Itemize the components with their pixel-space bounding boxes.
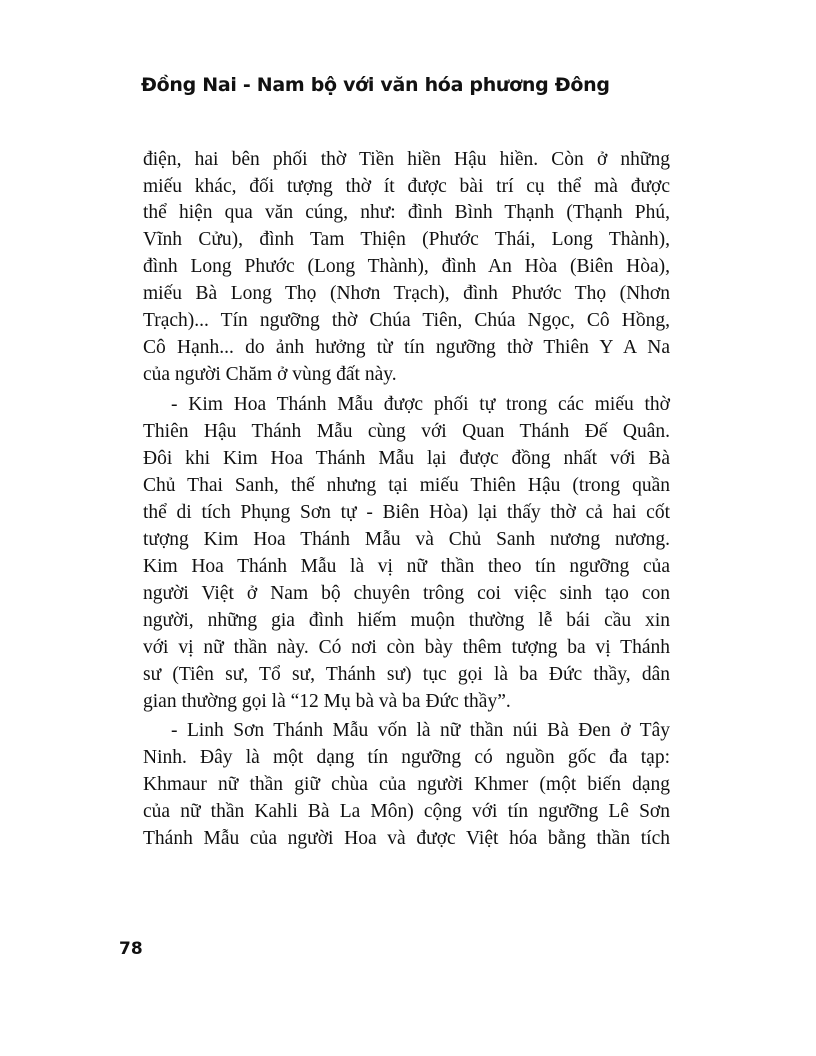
text-line: Cô Hạnh... do ảnh hưởng từ tín ngưỡng thờ Thiên Y A Na [143,337,670,358]
text-line: gian thường gọi là “12 Mụ bà và ba Đức thầy”. [143,691,511,712]
text-line: Chủ Thai Sanh, thế nhưng tại miếu Thiên Hậu (trong quần [143,475,670,496]
text-line: của người Chăm ở vùng đất này. [143,364,397,385]
text-line: Ninh. Đây là một dạng tín ngưỡng có nguồn gốc đa tạp: [143,747,670,768]
text-line: thể di tích Phụng Sơn tự - Biên Hòa) lại thấy thờ cả hai cốt [143,502,670,523]
page-number: 78 [119,939,143,959]
text-line: của nữ thần Kahli Bà La Môn) cộng với tín ngưỡng Lê Sơn [143,801,670,822]
text-line: Kim Hoa Thánh Mẫu là vị nữ thần theo tín ngưỡng của [143,556,670,577]
text-line: Thánh Mẫu của người Hoa và được Việt hóa bằng thần tích [143,828,670,849]
text-line: - Kim Hoa Thánh Mẫu được phối tự trong các miếu thờ [171,394,670,415]
text-line: Đôi khi Kim Hoa Thánh Mẫu lại được đồng nhất với Bà [143,448,670,469]
text-line: Vĩnh Cửu), đình Tam Thiện (Phước Thái, Long Thành), [143,229,670,250]
text-line: - Linh Sơn Thánh Mẫu vốn là nữ thần núi Bà Đen ở Tây [171,720,670,741]
text-line: người Việt ở Nam bộ chuyên trông coi việc sinh tạo con [143,583,670,604]
text-line: Khmaur nữ thần giữ chùa của người Khmer (một biến dạng [143,774,670,795]
text-line: với vị nữ thần này. Có nơi còn bày thêm tượng ba vị Thánh [143,637,670,658]
text-line: Thiên Hậu Thánh Mẫu cùng với Quan Thánh Đế Quân. [143,421,670,442]
text-line: đình Long Phước (Long Thành), đình An Hòa (Biên Hòa), [143,256,670,277]
text-line: sư (Tiên sư, Tổ sư, Thánh sư) tục gọi là ba Đức thầy, dân [143,664,670,685]
running-header: Đồng Nai - Nam bộ với văn hóa phương Đông [141,74,610,96]
text-line: miếu Bà Long Thọ (Nhơn Trạch), đình Phước Thọ (Nhơn [143,283,670,304]
text-line: tượng Kim Hoa Thánh Mẫu và Chủ Sanh nương nương. [143,529,670,550]
text-line: thể hiện qua văn cúng, như: đình Bình Thạnh (Thạnh Phú, [143,202,670,223]
text-line: Trạch)... Tín ngưỡng thờ Chúa Tiên, Chúa Ngọc, Cô Hồng, [143,310,670,331]
text-line: miếu khác, đối tượng thờ ít được bài trí cụ thể mà được [143,176,670,197]
text-line: người, những gia đình hiếm muộn thường lễ bái cầu xin [143,610,670,631]
text-line: điện, hai bên phối thờ Tiền hiền Hậu hiền. Còn ở những [143,149,670,170]
